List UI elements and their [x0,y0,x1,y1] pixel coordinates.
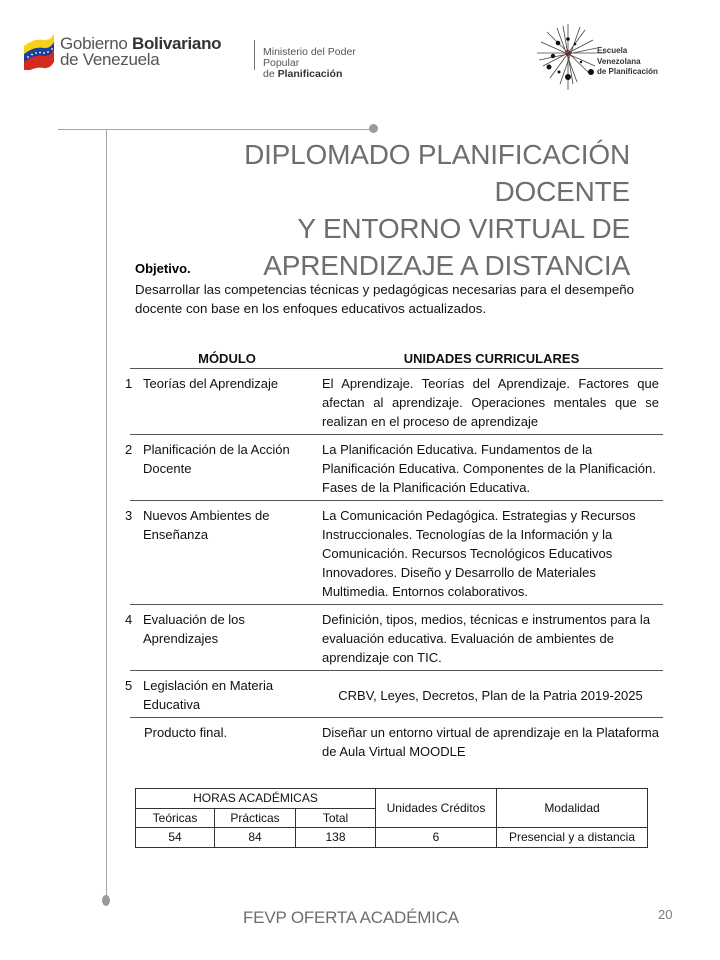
value-practice: 84 [215,828,296,848]
decorative-dot [102,895,110,906]
module-name: Producto final. [144,725,228,740]
government-name: Gobierno Bolivariano de Venezuela [60,34,222,69]
module-cell [125,501,320,605]
header-modality: Modalidad [497,789,648,828]
value-theory: 54 [136,828,215,848]
hours-table [135,788,648,848]
modules-table [125,350,663,764]
header-total: Total [296,808,376,828]
title-line: APRENDIZAJE A DISTANCIA [263,250,630,281]
table-row [136,828,648,848]
value-total: 138 [296,828,376,848]
units-cell: Diseñar un entorno virtual de aprendizaje en la Plataforma de Aula Virtual MOODLE [322,725,659,759]
module-name: Legislación en Materia Educativa [143,678,274,712]
table-row [130,435,663,501]
objective-text: Desarrollar las competencias técnicas y pedagógicas necesarias para el desempeño docente con base en los enfoques educativos actualizados. [135,282,634,316]
module-name: Nuevos Ambientes de Enseñanza [143,508,270,542]
module-number: 1 [125,376,133,391]
units-cell: Definición, tipos, medios, técnicas e instrumentos para la evaluación educativa. Evaluación de ambientes de aprendizaje con TIC. [320,605,663,671]
module-cell [125,369,320,435]
title-line: DIPLOMADO PLANIFICACIÓN DOCENTE [244,139,630,207]
units-cell: El Aprendizaje. Teorías del Aprendizaje. Factores que afectan al aprendizaje. Operaciones mentales que se realizan en el proceso de aprendizaje [320,369,663,435]
module-number: 5 [125,678,133,693]
page-number: 20 [658,907,673,922]
module-number: 4 [125,612,133,627]
header-practice: Prácticas [215,808,296,828]
header-units: UNIDADES CURRICULARES [320,350,663,369]
units-cell: La Comunicación Pedagógica. Estrategias y Recursos Instruccionales. Tecnologías de la Información y la Comunicación. Recursos Tecnológicos Educativos Innovadores. Diseño y Desarrollo de Materiales Multimedia. Entornos colaborativos. [320,501,663,605]
title-line: Y ENTORNO VIRTUAL DE [297,213,630,244]
table-row [130,671,663,718]
value-modality: Presencial y a distancia [497,828,648,848]
table-header-row [130,350,663,369]
decorative-dot [369,124,378,133]
module-cell [125,605,320,671]
school-logo [535,22,685,92]
table-row [130,605,663,671]
table-row [130,369,663,435]
module-number: 3 [125,508,133,523]
table-row [130,718,663,765]
header-hours: HORAS ACADÉMICAS [136,789,376,809]
units-cell: La Planificación Educativa. Fundamentos de la Planificación Educativa. Componentes de la Planificación. Fases de la Planificación Educativa. [320,435,663,501]
government-logo [22,30,382,80]
module-cell [125,671,320,718]
header-credits: Unidades Créditos [376,789,497,828]
module-cell [125,435,320,501]
logo-divider [254,40,255,70]
table-row [130,501,663,605]
venezuela-flag-icon [22,32,56,70]
module-cell [130,718,320,765]
module-name: Evaluación de los Aprendizajes [143,612,245,646]
table-row [136,789,648,809]
objective-label: Objetivo. [135,261,191,276]
footer-text: FEVP OFERTA ACADÉMICA [243,908,459,927]
header-theory: Teóricas [136,808,215,828]
header-module: MÓDULO [130,350,320,369]
module-number: 2 [125,442,133,457]
ministry-name: Ministerio del Poder Popular de Planificación [263,46,356,80]
module-name: Teorías del Aprendizaje [143,376,279,391]
units-cell: CRBV, Leyes, Decretos, Plan de la Patria 2019-2025 [320,671,663,718]
decorative-vertical-line [106,129,107,897]
value-credits: 6 [376,828,497,848]
module-name: Planificación de la Acción Docente [143,442,290,476]
school-name: Escuela Venezolana de Planificación [597,46,658,76]
